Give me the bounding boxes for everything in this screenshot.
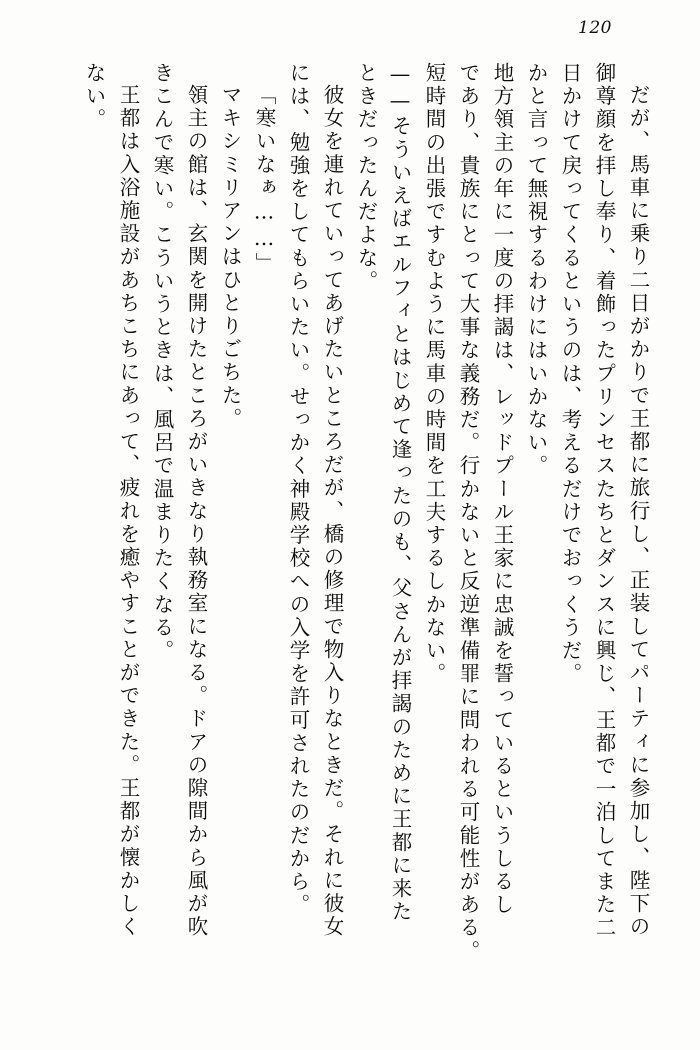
text-line: であり、貴族にとって大事な義務だ。行かないと反逆準備罪に問われる可能性がある。 [456, 62, 480, 963]
text-line: 日かけて戻ってくるというのは、考えるだけでおっくうだ。 [558, 62, 582, 686]
text-line: 彼女を連れていってあげたいところだが、橋の修理で物入りなときだ。それに彼女 [320, 84, 344, 939]
text-line: ——そういえばエルフィとはじめて逢ったのも、父さんが拝謁のために王都に来た [388, 62, 412, 924]
page-number: 120 [578, 18, 612, 38]
text-line: マキシミリアンはひとりごちた。 [218, 84, 242, 431]
vertical-text-body [40, 62, 648, 1006]
text-line: ない。 [82, 62, 106, 132]
text-line: 「寒いなぁ……」 [252, 84, 276, 276]
text-line: 御尊顔を拝し奉り、着飾ったプリンセスたちとダンスに興じ、王都で一泊してまた二 [592, 62, 616, 940]
text-line: 短時間の出張ですむように馬車の時間を工夫するしかない。 [422, 62, 446, 686]
text-line: 地方領主の年に一度の拝謁は、レッドプール王家に忠誠を誓っているというしるし [490, 62, 514, 917]
text-line: 王都は入浴施設があちこちにあって、疲れを癒やすことができた。王都が懐かしく [116, 84, 140, 939]
text-line: だが、馬車に乗り二日がかりで王都に旅行し、正装してパーティに参加し、陛下の [626, 84, 650, 939]
text-line: きこんで寒い。こういうときは、風呂で温まりたくなる。 [150, 62, 174, 663]
text-line: には、勉強をしてもらいたい。せっかく神殿学校への入学を許可されたのだから。 [286, 62, 310, 917]
text-line: 領主の館は、玄関を開けたところがいきなり執務室になる。ドアの隙間から風が吹 [184, 84, 208, 939]
text-line: かと言って無視するわけにはいかない。 [524, 62, 548, 478]
text-line: ときだったんだよな。 [354, 62, 378, 293]
